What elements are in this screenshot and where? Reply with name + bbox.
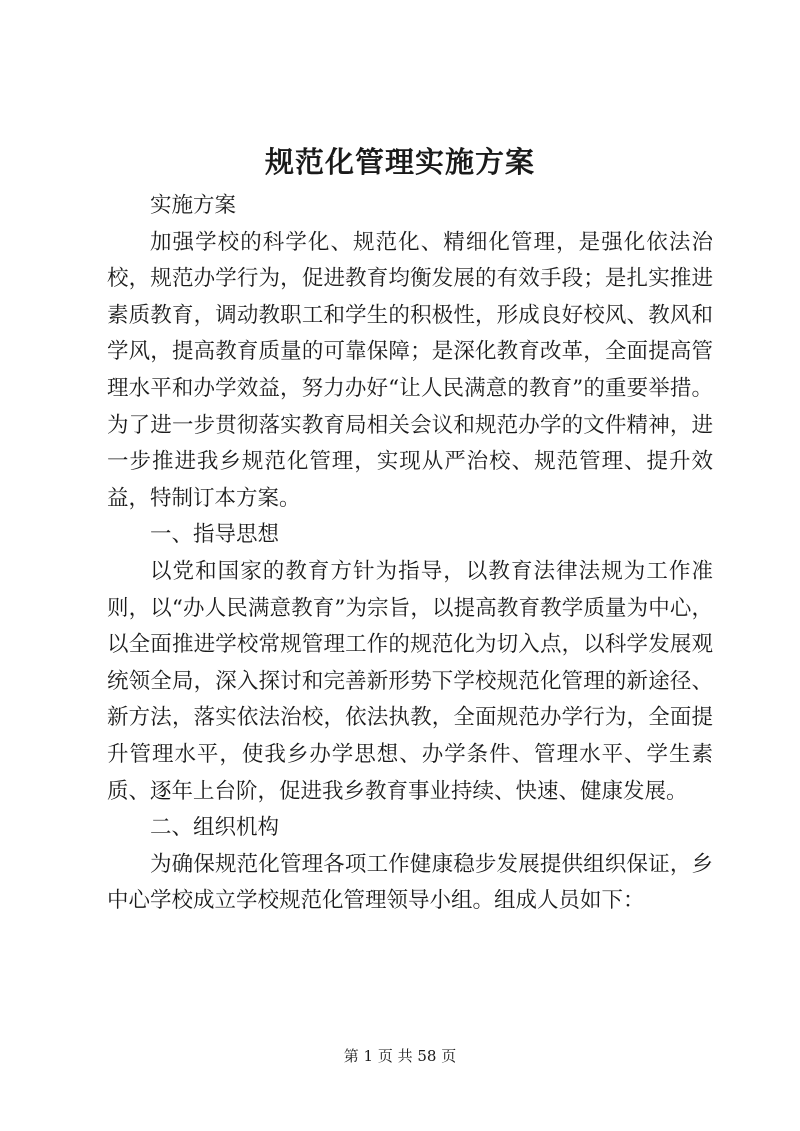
page-number-footer: 第 1 页 共 58 页: [343, 1047, 457, 1065]
section-heading-guiding-ideology: 一、指导思想: [150, 522, 280, 548]
section-heading-organization: 二、组织机构: [150, 815, 280, 841]
document-title: 规范化管理实施方案: [264, 145, 535, 179]
paragraph-heading-plan: 实施方案: [150, 193, 237, 218]
paragraph-organization: 为确保规范化管理各项工作健康稳步发展提供组织保证，乡中心学校成立学校规范化管理领导小组。组成人员如下：: [107, 851, 713, 914]
document-body: [107, 188, 713, 920]
paragraph-intro: 加强学校的科学化、规范化、精细化管理，是强化依法治校，规范办学行为，促进教育均衡发展的有效手段；是扎实推进素质教育，调动教职工和学生的积极性，形成良好校风、教风和学风，提高教育质量的可靠保障；是深化教育改革，全面提高管理水平和办学效益，努力办好“让人民满意的教育”的重要举措。为了进一步贯彻落实教育局相关会议和规范办学的文件精神，进一步推进我乡规范化管理，实现从严治校、规范管理、提升效益，特制订本方案。: [107, 229, 713, 511]
paragraph-guiding-ideology: 以党和国家的教育方针为指导，以教育法律法规为工作准则，以“办人民满意教育”为宗旨，以提高教育教学质量为中心，以全面推进学校常规管理工作的规范化为切入点，以科学发展观统领全局，深入探讨和完善新形势下学校规范化管理的新途径、新方法，落实依法治校，依法执教，全面规范办学行为，全面提升管理水平，使我乡办学思想、办学条件、管理水平、学生素质、逐年上台阶，促进我乡教育事业持续、快速、健康发展。: [107, 558, 713, 804]
